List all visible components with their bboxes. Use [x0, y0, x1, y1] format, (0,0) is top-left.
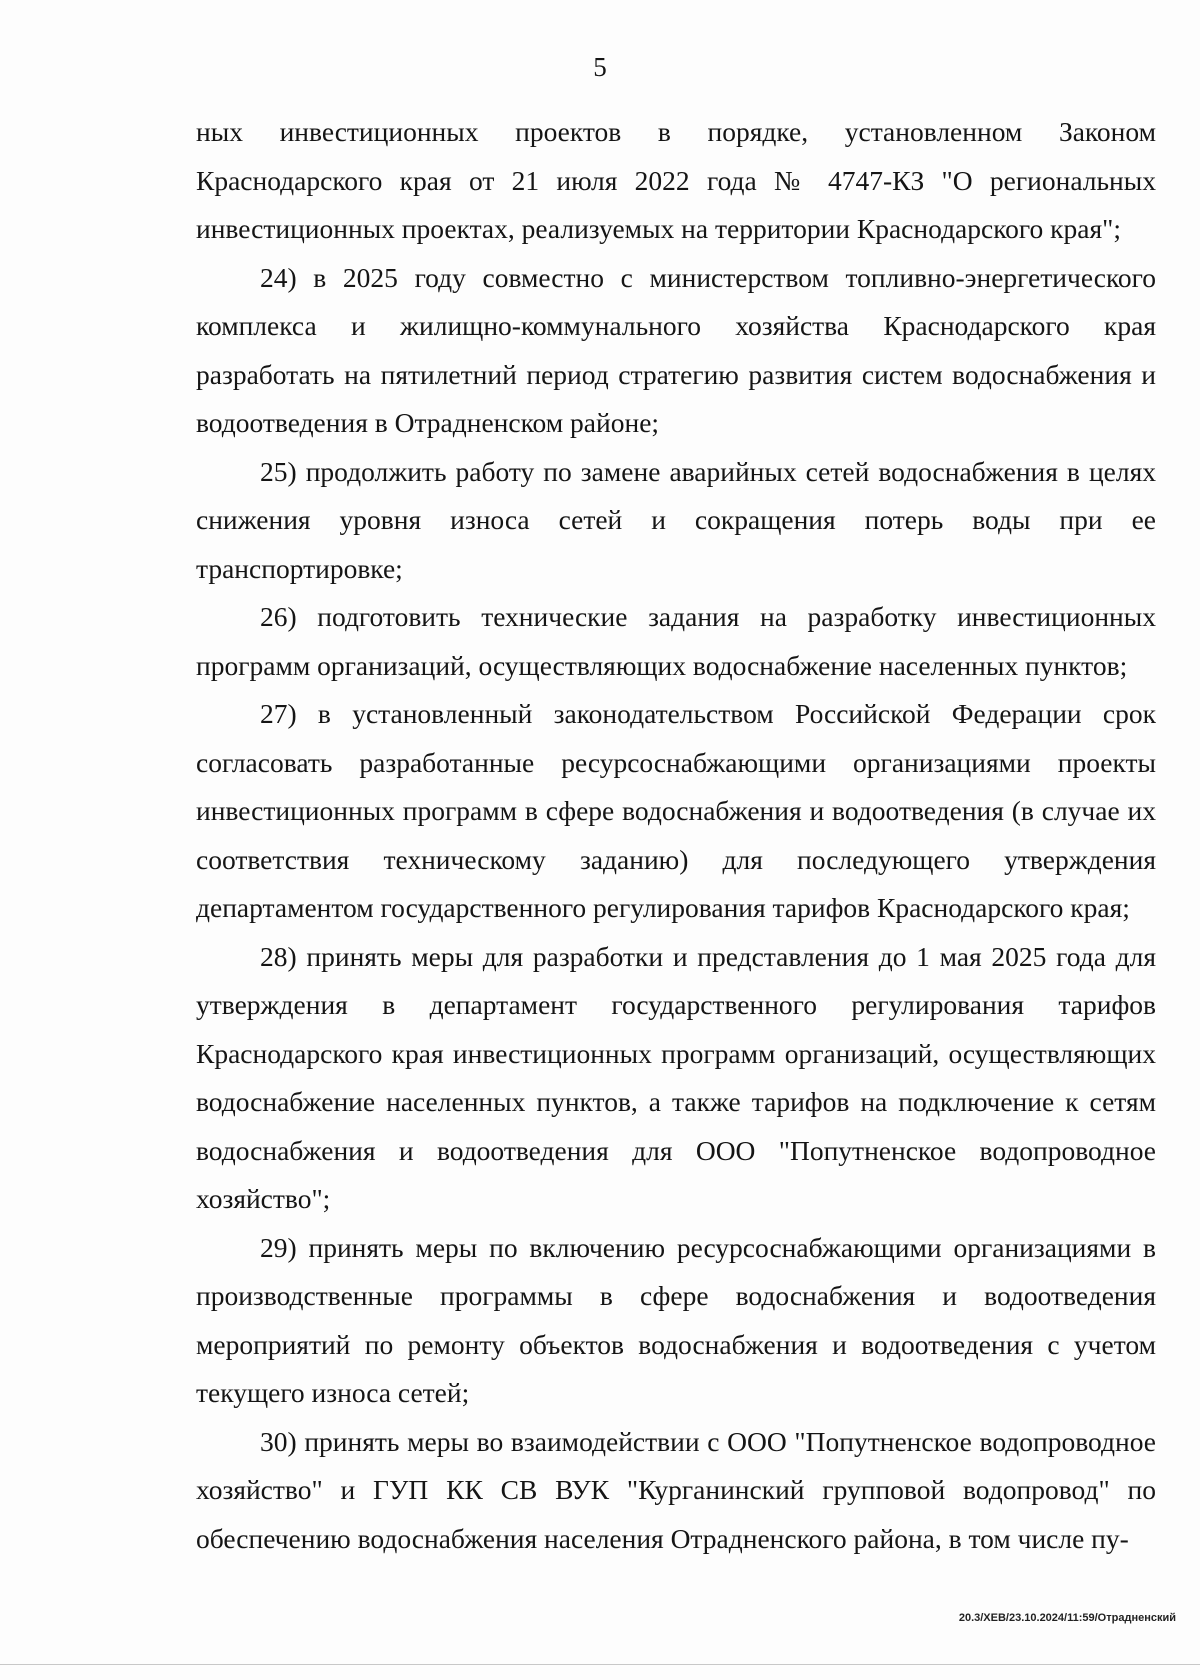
paragraph-item-27: 27) в установленный законодательством Российской Федерации срок согласовать разработанные ресурсоснабжающими организациями проекты инвестиционных программ в сфере водоснабжения и водоотведения (в случае их соответствия техническому заданию) для последующего утверждения департаментом государственного регулирования тарифов Краснодарского края;: [196, 698, 1156, 923]
paragraph-item-24: 24) в 2025 году совместно с министерством топливно-энергетического комплекса и жилищно-коммунального хозяйства Краснодарского края разработать на пятилетний период стратегию развития систем водоснабжения и водоотведения в Отрадненском районе;: [196, 261, 1156, 438]
scan-edge-line: [0, 1664, 1200, 1665]
document-body: [196, 108, 1156, 1563]
paragraph-continuation: ных инвестиционных проектов в порядке, установленном Законом Краснодарского края от 21 июля 2022 года № 4747-КЗ "О региональных инвестиционных проектах, реализуемых на территории Краснодарского края";: [196, 116, 1156, 244]
page-number: 5: [593, 52, 607, 82]
paragraph-item-30: 30) принять меры во взаимодействии с ООО "Попутненское водопроводное хозяйство" и ГУП КК СВ ВУК "Курганинский групповой водопровод" по обеспечению водоснабжения населения Отрадненского района, в том числе пу-: [196, 1425, 1156, 1554]
paragraph-item-28: 28) принять меры для разработки и представления до 1 мая 2025 года для утверждения в департамент государственного регулирования тарифов Краснодарского края инвестиционных программ организаций, осуществляющих водоснабжение населенных пунктов, а также тарифов на подключение к сетям водоснабжения и водоотведения для ООО "Попутненское водопроводное хозяйство";: [196, 940, 1156, 1214]
paragraph-item-29: 29) принять меры по включению ресурсоснабжающими организациями в производственные программы в сфере водоснабжения и водоотведения мероприятий по ремонту объектов водоснабжения и водоотведения с учетом текущего износа сетей;: [196, 1231, 1156, 1408]
document-registration-code: 20.3/ХЕВ/23.10.2024/11:59/Отрадненский: [958, 1612, 1176, 1624]
paragraph-item-25: 25) продолжить работу по замене аварийных сетей водоснабжения в целях снижения уровня износа сетей и сокращения потерь воды при ее транспортировке;: [196, 455, 1156, 584]
paragraph-item-26: 26) подготовить технические задания на разработку инвестиционных программ организаций, осуществляющих водоснабжение населенных пунктов;: [196, 601, 1156, 681]
